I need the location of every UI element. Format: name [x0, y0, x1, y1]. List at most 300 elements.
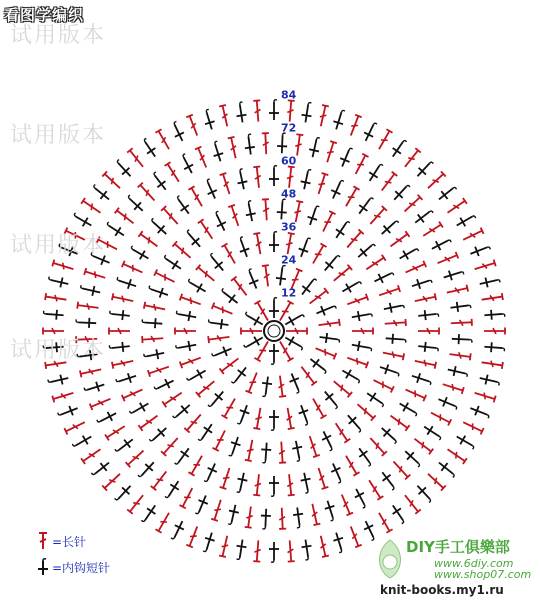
long-stitch: [253, 166, 262, 188]
long-stitch: [228, 205, 241, 227]
short-stitch: [140, 503, 160, 525]
short-stitch: [143, 348, 165, 362]
short-stitch: [104, 220, 126, 239]
legend-label: =内钩短针: [52, 560, 111, 575]
long-stitch: [219, 105, 231, 127]
long-stitch: [402, 148, 421, 169]
short-stitch: [276, 199, 287, 220]
long-stitch: [286, 100, 295, 121]
short-stitch: [227, 435, 243, 457]
long-stitch: [404, 261, 426, 276]
short-stitch: [378, 424, 400, 445]
long-stitch: [314, 345, 336, 360]
short-stitch: [211, 344, 234, 361]
long-stitch: [320, 211, 336, 233]
long-stitch: [77, 302, 99, 312]
watermark: 试用版本: [10, 123, 107, 148]
long-stitch: [115, 208, 136, 226]
long-stitch: [414, 293, 436, 304]
round-label: 48: [281, 187, 297, 201]
long-stitch: [426, 471, 446, 490]
short-stitch: [442, 267, 464, 283]
short-stitch: [323, 499, 339, 521]
long-stitch: [474, 260, 496, 273]
short-stitch: [305, 204, 321, 226]
watermark: 试用版本: [10, 338, 107, 363]
long-stitch: [382, 349, 404, 360]
short-stitch: [47, 373, 69, 387]
short-stitch: [115, 371, 137, 387]
long-stitch: [388, 413, 409, 431]
long-stitch: [436, 252, 458, 267]
long-stitch: [449, 351, 471, 361]
long-stitch: [220, 173, 233, 195]
short-stitch: [277, 133, 288, 154]
long-stitch: [196, 378, 217, 397]
short-stitch: [171, 401, 193, 422]
short-stitch: [269, 166, 279, 186]
short-stitch: [299, 168, 313, 190]
long-stitch: [220, 356, 241, 374]
short-stitch: [109, 341, 130, 353]
long-stitch: [180, 486, 196, 508]
long-stitch: [276, 375, 286, 397]
short-stitch: [260, 509, 271, 530]
short-stitch: [235, 102, 248, 124]
short-stitch: [269, 100, 279, 120]
long-stitch: [126, 448, 146, 467]
long-stitch: [384, 319, 405, 327]
long-stitch: [402, 493, 421, 514]
long-stitch: [346, 294, 368, 308]
long-stitch: [138, 413, 159, 431]
long-stitch: [155, 129, 172, 151]
short-stitch: [410, 371, 432, 387]
long-stitch: [284, 233, 295, 255]
long-stitch: [391, 459, 410, 479]
short-stitch: [235, 539, 248, 561]
short-stitch: [226, 504, 240, 526]
short-stitch: [355, 240, 377, 261]
long-stitch: [184, 412, 203, 432]
long-stitch: [175, 328, 196, 335]
long-stitch: [306, 435, 319, 457]
short-stitch: [301, 102, 314, 124]
long-stitch: [426, 171, 446, 190]
short-stitch: [113, 158, 134, 180]
short-stitch: [365, 161, 384, 183]
short-stitch: [454, 432, 477, 451]
long-stitch: [292, 201, 303, 223]
long-stitch: [378, 285, 400, 298]
long-stitch: [347, 525, 361, 547]
long-stitch: [286, 328, 307, 335]
long-stitch: [309, 503, 320, 525]
long-stitch: [219, 535, 231, 557]
short-stitch: [450, 300, 471, 313]
short-stitch: [201, 109, 217, 131]
long-stitch: [299, 365, 317, 386]
short-stitch: [340, 277, 363, 296]
long-stitch: [122, 386, 144, 401]
short-stitch: [484, 309, 505, 320]
round-label: 60: [281, 154, 297, 168]
long-stitch: [245, 506, 255, 528]
short-stitch: [389, 503, 409, 525]
short-stitch: [452, 334, 473, 345]
long-stitch: [45, 293, 67, 303]
long-stitch: [221, 397, 238, 419]
short-stitch: [299, 472, 313, 494]
short-stitch: [244, 268, 261, 291]
short-stitch: [287, 372, 304, 395]
short-stitch: [479, 275, 501, 289]
long-stitch: [105, 423, 126, 440]
short-stitch: [283, 310, 306, 329]
short-stitch: [355, 445, 375, 467]
long-stitch: [368, 436, 387, 456]
short-stitch: [260, 442, 271, 463]
long-stitch: [81, 198, 102, 216]
legend: [36, 530, 110, 578]
long-stitch: [379, 172, 397, 193]
long-stitch: [180, 354, 202, 368]
short-stitch: [142, 317, 163, 328]
long-stitch: [246, 371, 261, 393]
short-stitch: [269, 298, 279, 318]
short-stitch: [331, 531, 347, 553]
long-stitch: [262, 199, 270, 220]
short-stitch: [269, 476, 279, 496]
short-stitch: [79, 283, 101, 297]
long-stitch: [161, 436, 180, 456]
short-stitch: [479, 373, 501, 387]
short-stitch: [161, 253, 183, 273]
short-stitch: [178, 153, 196, 176]
short-stitch: [186, 277, 209, 296]
long-stitch: [376, 511, 393, 533]
long-stitch: [148, 363, 170, 376]
long-stitch: [161, 206, 180, 226]
long-stitch: [310, 397, 327, 419]
short-stitch: [136, 459, 157, 481]
short-stitch: [340, 366, 363, 385]
short-stitch: [378, 469, 398, 491]
long-stitch: [228, 137, 239, 159]
center-ring: [264, 321, 284, 341]
short-stitch: [447, 365, 469, 379]
short-stitch: [412, 206, 434, 226]
short-stitch: [114, 435, 136, 455]
long-stitch-icon: [36, 531, 50, 551]
short-stitch: [484, 342, 505, 353]
short-stitch: [414, 482, 435, 504]
long-stitch: [442, 381, 464, 394]
round-label: 84: [281, 88, 297, 102]
long-stitch: [294, 134, 304, 156]
long-stitch: [138, 231, 159, 249]
long-stitch: [446, 198, 467, 216]
short-stitch: [230, 364, 250, 386]
short-stitch: [96, 409, 119, 427]
short-stitch: [193, 494, 210, 517]
short-stitch: [128, 244, 151, 263]
long-stitch: [418, 328, 439, 335]
long-stitch: [186, 115, 200, 137]
watermark: 试用版本: [10, 23, 107, 48]
short-stitch: [83, 380, 105, 396]
long-stitch: [151, 469, 169, 490]
long-stitch: [481, 293, 503, 303]
long-stitch: [286, 474, 295, 496]
short-stitch: [210, 140, 226, 162]
long-stitch: [402, 195, 422, 214]
long-stitch: [155, 511, 172, 533]
long-stitch: [346, 354, 368, 368]
short-stitch: [196, 421, 216, 443]
long-stitch: [333, 421, 350, 442]
short-stitch: [173, 445, 193, 467]
short-stitch: [352, 487, 370, 510]
short-stitch: [319, 332, 340, 345]
short-stitch: [385, 333, 406, 344]
long-stitch: [484, 328, 505, 335]
round-label: 24: [281, 253, 297, 267]
long-stitch: [220, 467, 233, 489]
long-stitch: [318, 319, 340, 329]
short-stitch: [391, 181, 412, 203]
short-stitch: [328, 461, 345, 484]
short-stitch: [418, 309, 439, 321]
long-stitch: [331, 378, 352, 397]
round-12: [241, 298, 307, 365]
short-stitch: [175, 340, 197, 353]
long-stitch: [286, 540, 295, 561]
short-stitch: [397, 399, 420, 418]
short-stitch: [243, 200, 257, 222]
long-stitch: [212, 429, 228, 451]
short-stitch: [235, 168, 249, 190]
long-stitch: [451, 319, 472, 327]
long-stitch: [347, 115, 361, 137]
short-stitch: [186, 366, 209, 385]
short-stitch: [364, 389, 386, 409]
long-stitch: [324, 141, 337, 163]
short-stitch: [436, 459, 458, 479]
long-stitch: [317, 105, 329, 127]
long-stitch: [253, 233, 264, 255]
short-stitch: [206, 252, 227, 274]
short-stitch: [319, 429, 337, 452]
long-stitch: [404, 386, 426, 401]
magic-ring: [264, 321, 284, 341]
short-stitch: [163, 478, 182, 500]
short-stitch: [149, 171, 169, 193]
short-stitch: [153, 376, 176, 394]
short-stitch: [183, 228, 204, 250]
long-stitch: [253, 100, 262, 121]
long-stitch: [388, 231, 409, 249]
long-stitch: [127, 493, 146, 514]
long-stitch: [231, 277, 249, 298]
long-stitch: [188, 454, 205, 476]
short-stitch: [372, 268, 395, 286]
short-stitch: [148, 424, 170, 445]
short-stitch: [71, 211, 94, 230]
short-stitch: [113, 482, 134, 504]
short-stitch: [397, 244, 420, 263]
short-stitch: [361, 120, 379, 143]
long-stitch: [429, 410, 451, 426]
legend-label: =长针: [52, 534, 87, 549]
short-stitch: [331, 109, 347, 131]
long-stitch: [372, 377, 394, 393]
short-stitch: [175, 309, 197, 322]
short-stitch: [269, 232, 279, 252]
long-stitch: [144, 302, 166, 313]
short-stitch: [292, 507, 305, 528]
short-stitch: [437, 395, 460, 412]
long-stitch: [221, 244, 238, 266]
long-stitch: [414, 357, 436, 368]
long-stitch: [64, 419, 86, 434]
short-stitch: [202, 178, 219, 201]
long-stitch: [162, 390, 183, 407]
short-stitch: [344, 412, 365, 434]
short-stitch: [332, 218, 352, 240]
brand-name: DIY手工俱樂部: [406, 538, 510, 556]
round-72: [76, 133, 473, 530]
long-stitch: [446, 446, 467, 464]
short-stitch: [421, 422, 443, 441]
long-stitch: [364, 255, 385, 272]
short-stitch: [301, 539, 314, 561]
page-title: 看图学编织: [4, 6, 85, 24]
long-stitch: [412, 436, 433, 454]
short-stitch: [169, 519, 187, 542]
long-stitch: [278, 441, 286, 462]
site-logo: [370, 536, 538, 596]
short-stitch: [243, 333, 266, 352]
short-stitch: [76, 317, 97, 328]
long-stitch: [315, 467, 328, 489]
short-stitch: [235, 472, 249, 494]
long-stitch: [308, 288, 329, 306]
short-stitch: [269, 542, 279, 562]
short-stitch: [378, 362, 400, 378]
short-stitch: [430, 235, 453, 253]
long-stitch: [122, 261, 144, 276]
short-stitch: [454, 211, 477, 230]
long-stitch: [343, 454, 360, 476]
long-stitch: [196, 265, 217, 284]
long-stitch: [253, 407, 264, 429]
short-stitch: [90, 183, 112, 203]
short-stitch: [291, 440, 305, 462]
watermark: 试用版本: [10, 233, 107, 258]
short-stitch: [218, 287, 240, 307]
long-stitch: [154, 269, 176, 285]
center-ring-inner: [268, 325, 280, 337]
long-stitch: [376, 129, 393, 151]
short-stitch: [355, 194, 375, 216]
long-stitch: [188, 186, 205, 208]
long-stitch: [462, 419, 484, 434]
long-stitch: [421, 222, 442, 239]
site-link[interactable]: www.shop07.com: [434, 568, 532, 581]
long-stitch: [345, 229, 364, 249]
short-stitch: [296, 404, 312, 426]
long-stitch: [353, 154, 369, 176]
short-stitch: [57, 403, 80, 420]
short-stitch: [169, 120, 187, 143]
long-stitch: [278, 508, 286, 529]
long-stitch: [352, 328, 373, 335]
long-stitch: [90, 396, 112, 411]
short-stitch: [211, 210, 229, 233]
long-stitch: [474, 390, 496, 403]
round-label: 72: [281, 121, 297, 135]
long-stitch: [310, 244, 327, 266]
short-stitch: [378, 217, 400, 238]
long-stitch: [368, 206, 387, 226]
round-label: 12: [281, 286, 297, 300]
short-stitch: [173, 194, 193, 216]
short-stitch: [298, 275, 318, 297]
long-stitch: [102, 471, 122, 490]
long-stitch: [253, 540, 262, 561]
short-stitch: [469, 242, 492, 259]
short-stitch: [148, 217, 170, 238]
long-stitch: [198, 219, 215, 240]
long-stitch: [186, 525, 200, 547]
short-stitch: [296, 236, 312, 258]
short-stitch: [328, 178, 345, 201]
short-stitch: [414, 158, 435, 180]
short-stitch: [206, 388, 227, 410]
short-stitch: [109, 309, 130, 321]
short-stitch: [436, 183, 458, 203]
long-stitch: [241, 328, 262, 335]
short-stitch: [351, 340, 373, 353]
long-stitch: [52, 390, 74, 403]
long-stitch: [80, 366, 102, 377]
long-stitch: [127, 148, 146, 169]
short-stitch: [260, 376, 273, 397]
long-stitch: [286, 166, 295, 188]
long-stitch: [138, 183, 157, 203]
long-stitch: [462, 228, 484, 243]
long-stitch: [165, 162, 182, 183]
long-stitch: [245, 439, 256, 461]
short-stitch: [308, 136, 322, 158]
short-stitch: [307, 355, 329, 375]
stitch-rings: [43, 100, 505, 563]
site-link[interactable]: www.6diy.com: [434, 557, 514, 570]
long-stitch: [262, 265, 272, 287]
long-stitch: [331, 265, 352, 284]
long-stitch: [112, 293, 134, 304]
long-stitch: [180, 294, 202, 308]
short-stitch: [418, 341, 439, 353]
round-24: [208, 265, 341, 398]
short-stitch: [140, 137, 160, 159]
short-stitch: [269, 410, 279, 430]
short-stitch: [469, 403, 492, 420]
long-stitch: [112, 357, 134, 368]
site-link[interactable]: knit-books.my1.ru: [380, 583, 504, 597]
short-stitch: [383, 300, 405, 314]
